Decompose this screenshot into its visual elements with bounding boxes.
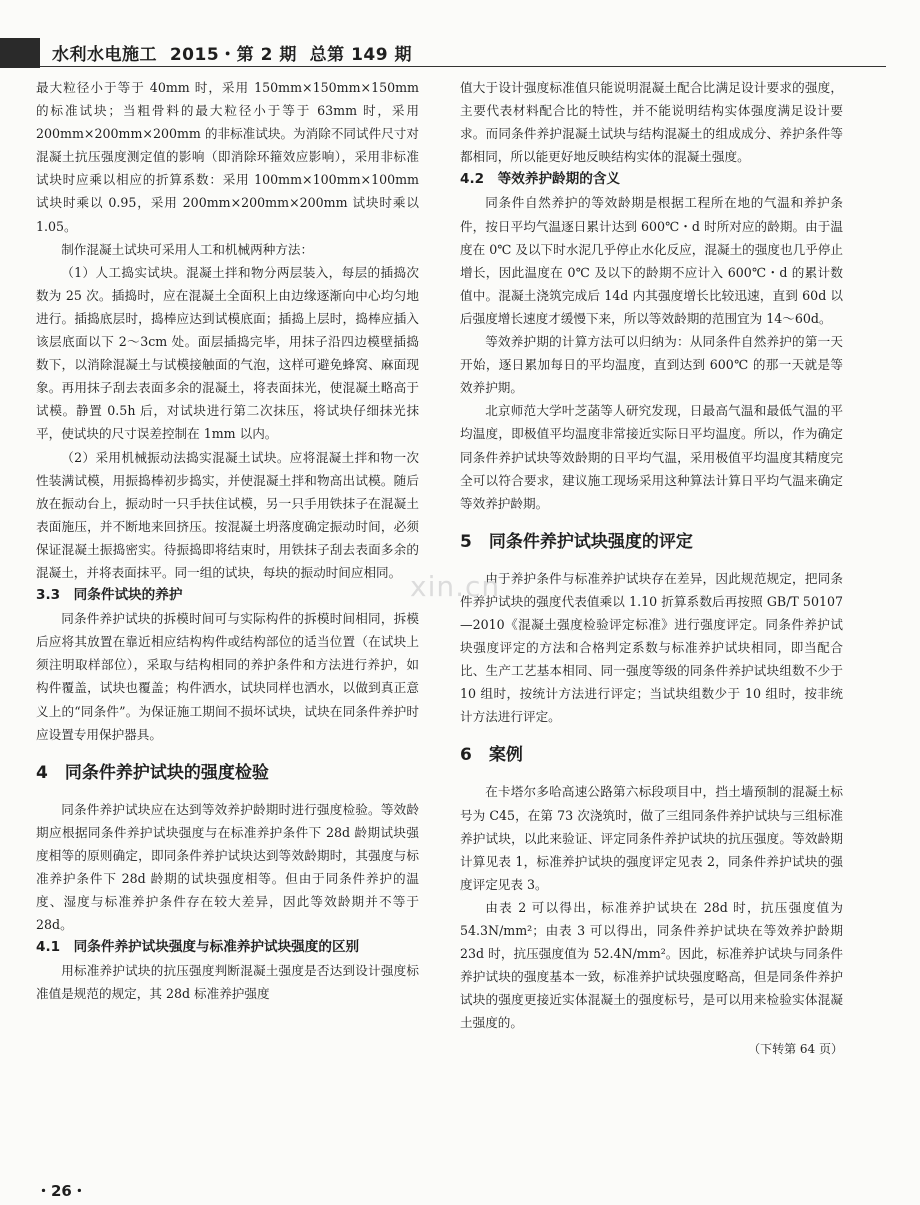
header-block (0, 38, 40, 68)
journal-title (52, 40, 412, 65)
journal-name: 水利水电施工 (52, 45, 157, 65)
paragraph: 同条件自然养护的等效龄期是根据工程所在地的气温和养护条件，按日平均气温逐日累计达到 600℃・d 时所对应的龄期。由于温度在 0℃ 及以下时水泥几乎停止水化反应，混凝土的强度也几乎停止增长，因此温度在 0℃ 及以下的龄期不应计入 600℃・d 的累计数值中。混凝土浇筑完成后 14d 内其强度增长比较迅速，直到 60d 以后强度增长速度才缓慢下来，所以等效龄期的范围宜为 14～60d。 (460, 195, 843, 326)
section-heading-6: 6 案例 (460, 745, 523, 766)
continued-note: （下转第 64 页） (748, 1042, 843, 1057)
left-column (36, 76, 419, 1006)
paragraph: （2）采用机械振动法捣实混凝土试块。应将混凝土拌和物一次性装满试模，用振捣棒初步捣实，并使混凝土拌和物高出试模。随后放在振动台上，振动时一只手扶住试模，另一只手用铁抹子在混凝土表面施压，并不断地来回挤压。按混凝土坍落度确定振动时间，必须保证混凝土振捣密实。待振捣即将结束时，用铁抹子刮去表面多余的混凝土，并将表面抹平。同一组的试块，每块的振动时间应相同。 (36, 449, 419, 580)
section-heading-3-3: 3.3 同条件试块的养护 (36, 587, 183, 604)
paragraph: （1）人工捣实试块。混凝土拌和物分两层装入，每层的插捣次数为 25 次。插捣时，应在混凝土全面积上由边缘逐渐向中心均匀地进行。插捣底层时，捣棒应达到试模底面；插捣上层时，捣棒应插入该层底面以下 2～3cm 处。面层插捣完毕，用抹子沿四边模壁插捣数下，以消除混凝土与试模接触面的气泡，这样可避免蜂窝、麻面现象。再用抹子刮去表面多余的混凝土，将表面抹光，使混凝土略高于试模。静置 0.5h 后，对试块进行第二次抹压，将试块仔细抹光抹平，使试块的尺寸误差控制在 1mm 以内。 (36, 264, 419, 442)
paragraph: 用标准养护试块的抗压强度判断混凝土强度是否达到设计强度标准值是规范的规定，其 28d 标准养护强度 (36, 963, 419, 1002)
page-number: ・26・ (36, 1182, 87, 1200)
paragraph: 同条件养护试块的拆模时间可与实际构件的拆模时间相同，拆模后应将其放置在靠近相应结构构件或结构部位的适当位置（在试块上须注明取样部位），采取与结构相同的养护条件和方法进行养护，如构件覆盖，试块也覆盖；构件洒水，试块同样也洒水，以做到真正意义上的“同条件”。为保证施工期间不损坏试块，试块在同条件养护时应设置专用保护器具。 (36, 611, 419, 742)
section-heading-4-1: 4.1 同条件养护试块强度与标准养护试块强度的区别 (36, 939, 360, 956)
paragraph: 制作混凝土试块可采用人工和机械两种方法： (61, 241, 314, 257)
paragraph: 值大于设计强度标准值只能说明混凝土配合比满足设计要求的强度，主要代表材料配合比的特性，并不能说明结构实体强度满足设计要求。而同条件养护混凝土试块与结构混凝土的组成成分、养护条件等都相同，所以能更好地反映结构实体的混凝土强度。 (460, 80, 843, 165)
paragraph: 等效养护期的计算方法可以归纳为：从同条件自然养护的第一天开始，逐日累加每日的平均温度，直到达到 600℃ 的那一天就是等效养护期。 (460, 334, 843, 396)
journal-issue: 2015・第 2 期 (169, 45, 297, 65)
section-heading-4-2: 4.2 等效养护龄期的含义 (460, 171, 621, 188)
section-heading-5: 5 同条件养护试块强度的评定 (460, 531, 693, 552)
paragraph: 由于养护条件与标准养护试块存在差异，因此规范规定，把同条件养护试块的强度代表值乘以 1.10 折算系数后再按照 GB/T 50107—2010《混凝土强度检验评定标准》进行强度评定。同条件养护试块强度评定的方法和合格判定系数与标准养护试块相同，即当配合比、生产工艺基本相同、同一强度等级的同条件养护试块组数不少于 10 组时，按统计方法进行评定；当试块组数少于 10 组时，按非统计方法进行评定。 (460, 570, 843, 725)
paragraph: 最大粒径小于等于 40mm 时，采用 150mm×150mm×150mm 的标准试块；当粗骨料的最大粒径小于等于 63mm 时，采用 200mm×200mm×200mm 的非标准试块。为消除不同试件尺寸对混凝土抗压强度测定值的影响（即消除环箍效应影响），采用非标准试块时应乘以相应的折算系数：采用 100mm×100mm×100mm 试块时乘以 0.95，采用 200mm×200mm×200mm 试块时乘以 1.05。 (36, 80, 419, 234)
section-heading-4: 4 同条件养护试块的强度检验 (36, 762, 269, 783)
running-header (0, 0, 920, 72)
paragraph: 在卡塔尔多哈高速公路第六标段项目中，挡土墙预制的混凝土标号为 C45，在第 73 次浇筑时，做了三组同条件养护试块与三组标准养护试块，以此来验证、评定同条件养护试块的抗压强度。等效龄期计算见表 1，标准养护试块的强度评定见表 2，同条件养护试块的强度评定见表 3。 (460, 784, 843, 892)
paragraph: 同条件养护试块应在达到等效养护龄期时进行强度检验。等效龄期应根据同条件养护试块强度与在标准养护条件下 28d 龄期试块强度相等的原则确定，即同条件养护试块达到等效龄期时，其强度与标准养护条件下 28d 龄期的试块强度相等。但由于同条件养护的温度、湿度与标准养护条件存在较大差异，因此等效龄期并不等于 28d。 (36, 801, 419, 933)
paragraph: 北京师范大学叶芝菡等人研究发现，日最高气温和最低气温的平均温度，即极值平均温度非常接近实际日平均温度。所以，作为确定同条件养护试块等效龄期的日平均气温，采用极值平均温度其精度完全可以符合要求，建议施工现场采用这种算法计算日平均气温来确定等效养护龄期。 (460, 403, 843, 511)
header-rule (40, 66, 886, 67)
journal-total: 总第 149 期 (309, 45, 412, 65)
paragraph: 由表 2 可以得出，标准养护试块在 28d 时，抗压强度值为 54.3N/mm²；由表 3 可以得出，同条件养护试块在等效养护龄期 23d 时，抗压强度值为 52.4N/mm²。因此，标准养护试块与同条件养护试块的强度基本一致，标准养护试块强度略高，但是同条件养护试块的强度更接近实体混凝土的强度标号，是可以用来检验实体混凝土强度的。 (460, 899, 843, 1031)
watermark: xin.cn (410, 570, 501, 603)
right-column (460, 76, 843, 1062)
